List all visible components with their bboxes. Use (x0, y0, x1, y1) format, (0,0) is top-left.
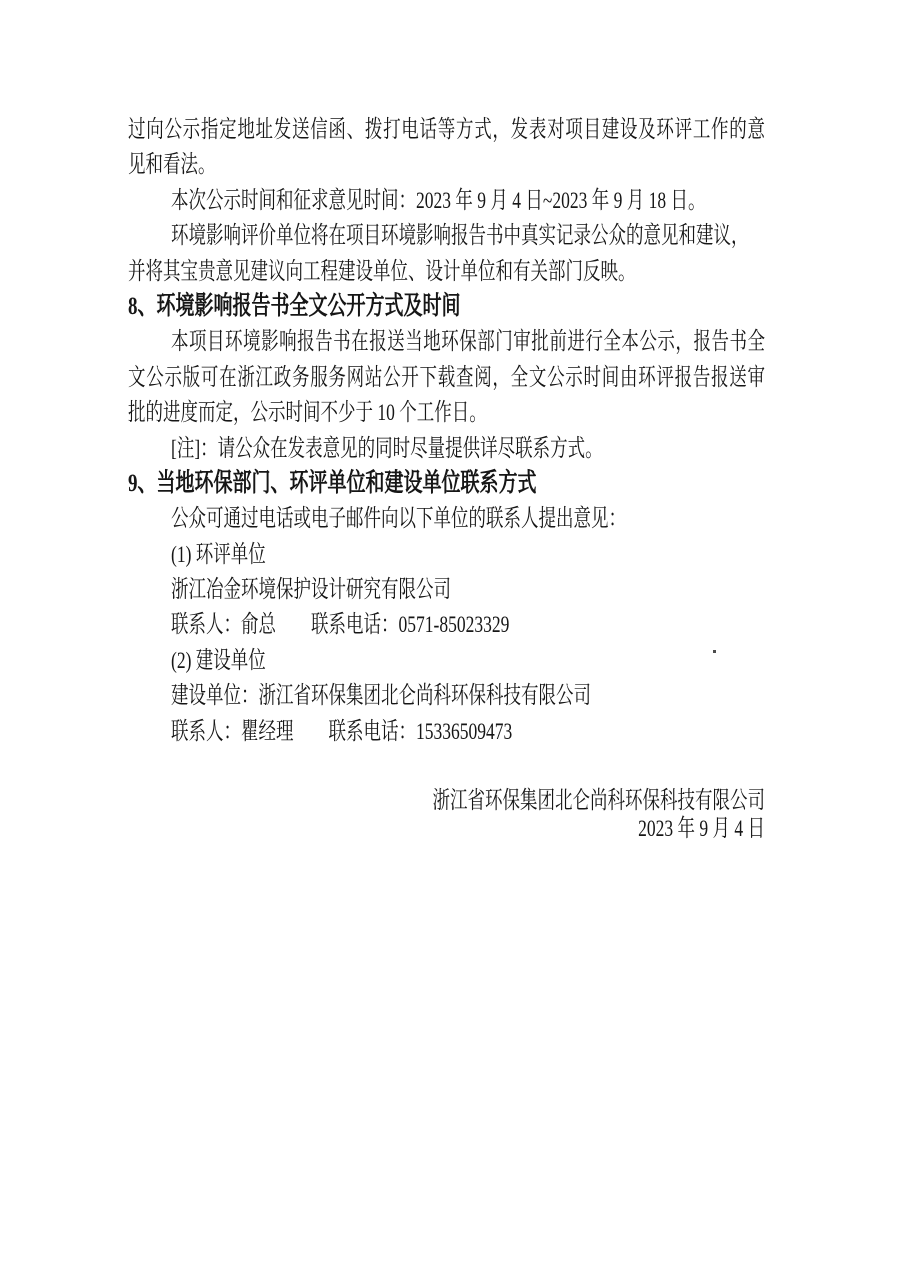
builder-label-line: (2) 建设单位 (171, 646, 266, 674)
paragraph-line: 文公示版可在浙江政务服务网站公开下载查阅，全文公示时间由环评报告报送审 (128, 362, 765, 390)
paragraph-line: 公众可通过电话或电子邮件向以下单位的联系人提出意见： (171, 504, 626, 532)
paragraph-line: 本项目环境影响报告书在报送当地环保部门审批前进行全本公示，报告书全 (171, 327, 765, 355)
signature-company: 浙江省环保集团北仑尚科环保科技有限公司 (432, 786, 765, 814)
paragraph-line: 并将其宝贵意见建议向工程建设单位、设计单位和有关部门反映。 (128, 256, 636, 284)
eia-unit-name-line: 浙江冶金环境保护设计研究有限公司 (171, 575, 451, 603)
note-line: [注]：请公众在发表意见的同时尽量提供详尽联系方式。 (171, 433, 603, 461)
paragraph-line: 过向公示指定地址发送信函、拨打电话等方式，发表对项目建设及环评工作的意 (128, 115, 765, 143)
eia-unit-label-line: (1) 环评单位 (171, 539, 266, 567)
paragraph-line: 见和看法。 (128, 150, 216, 178)
signature-block (433, 786, 766, 842)
builder-contact-line: 联系人：瞿经理 联系电话：15336509473 (171, 716, 513, 744)
builder-name-line: 建设单位：浙江省环保集团北仑尚科环保科技有限公司 (171, 681, 591, 709)
ink-speck (713, 650, 716, 653)
paragraph-line: 本次公示时间和征求意见时间：2023 年 9 月 4 日~2023 年 9 月 18 日。 (171, 186, 706, 214)
paragraph-line: 环境影响评价单位将在项目环境影响报告书中真实记录公众的意见和建议， (171, 221, 749, 249)
eia-contact-line: 联系人：俞总 联系电话：0571-85023329 (171, 610, 510, 638)
paragraph-line: 批的进度而定，公示时间不少于 10 个工作日。 (128, 398, 487, 426)
section-8-heading: 8、环境影响报告书全文公开方式及时间 (128, 292, 461, 321)
signature-date: 2023 年 9 月 4 日 (638, 814, 765, 842)
document-text-block (128, 112, 765, 749)
section-9-heading: 9、当地环保部门、环评单位和建设单位联系方式 (128, 469, 537, 498)
